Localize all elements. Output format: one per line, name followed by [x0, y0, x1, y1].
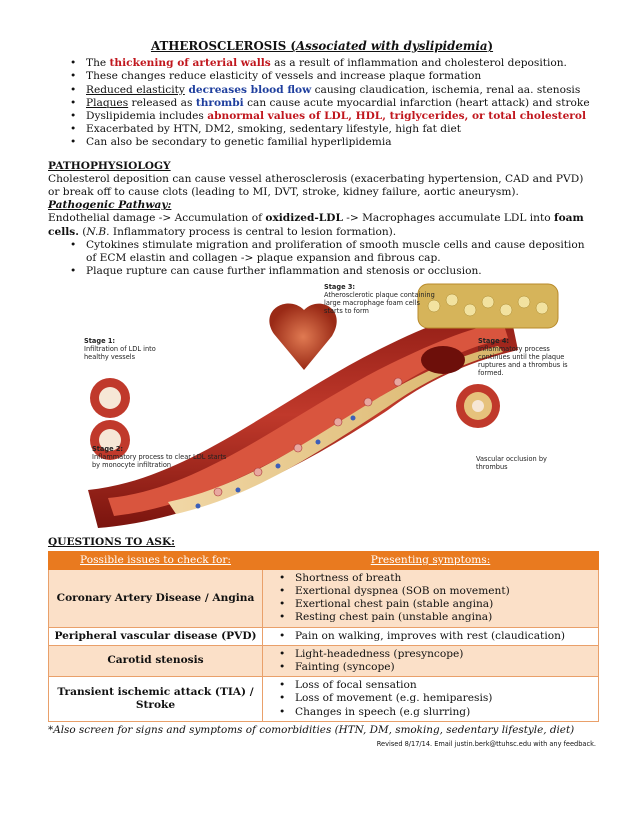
list-item: • Can also be secondary to genetic familial hyperlipidemia: [86, 136, 596, 149]
questions-heading: QUESTIONS TO ASK:: [48, 536, 176, 549]
column-header-symptoms: Presenting symptoms:: [263, 551, 599, 569]
intro-bullets: [48, 57, 596, 149]
table-row: Coronary Artery Disease / Angina • Shortness of breath • Exertional dyspnea (SOB on movement) • Exertional chest pain (stable angina) • Resting chest pain (unstable angina): [49, 569, 599, 627]
list-item: • Resting chest pain (unstable angina): [295, 611, 594, 624]
occlusion-label: Vascular occlusion by thrombus: [476, 455, 547, 472]
list-item: • Plaques released as thrombi can cause acute myocardial infarction (heart attack) and stroke: [86, 97, 596, 110]
symptoms-table: [48, 551, 599, 722]
revision-note: Revised 8/17/14. Email justin.berk@ttuhsc.edu with any feedback.: [376, 740, 596, 749]
list-item: • Fainting (syncope): [295, 661, 594, 674]
stage-3-label: Stage 3: Atherosclerotic plaque containing large macrophage foam cells starts to form: [324, 283, 435, 315]
stage-1-label: Stage 1: Infiltration of LDL into healthy vessels: [84, 337, 156, 362]
pathway-bullets: [48, 239, 596, 279]
page-title: ATHEROSCLEROSIS (Associated with dyslipidemia): [150, 39, 494, 53]
list-item: • Light-headedness (presyncope): [295, 648, 594, 661]
cross-section-stage2: [90, 378, 130, 418]
table-row: Peripheral vascular disease (PVD) • Pain on walking, improves with rest (claudication): [49, 627, 599, 645]
document-page: [48, 40, 596, 751]
table-row: Carotid stenosis • Light-headedness (presyncope) • Fainting (syncope): [49, 645, 599, 676]
list-item: • Cytokines stimulate migration and proliferation of smooth muscle cells and cause deposition of ECM elastin and collagen -> plaque expansion and fibrous cap.: [86, 239, 596, 265]
pathophysiology-heading: PATHOPHYSIOLOGY: [48, 159, 171, 172]
column-header-issues: Possible issues to check for:: [49, 551, 263, 569]
list-item: • Loss of movement (e.g. hemiparesis): [295, 692, 594, 705]
cross-section-stage4: [456, 384, 500, 428]
list-item: • Exertional chest pain (stable angina): [295, 598, 594, 611]
footnote: *Also screen for signs and symptoms of comorbidities (HTN, DM, smoking, sedentary lifestyle, diet): [48, 723, 575, 736]
list-item: • Exertional dyspnea (SOB on movement): [295, 585, 594, 598]
stage-4-label: Stage 4: Inflammatory process continues until the plaque ruptures and a thrombus is formed.: [478, 337, 568, 377]
list-item: • Dyslipidemia includes abnormal values of LDL, HDL, triglycerides, or total cholesterol: [86, 110, 596, 123]
list-item: • Changes in speech (e.g slurring): [295, 706, 594, 719]
list-item: • Loss of focal sensation: [295, 679, 594, 692]
pathway-heading: Pathogenic Pathway:: [48, 199, 172, 212]
table-row: Transient ischemic attack (TIA) / Stroke • Loss of focal sensation • Loss of movement (e.g. hemiparesis) • Changes in speech (e.g slurring): [49, 677, 599, 722]
list-item: • Plaque rupture can cause further inflammation and stenosis or occlusion.: [86, 265, 596, 278]
atherosclerosis-diagram: [48, 280, 596, 530]
list-item: • The thickening of arterial walls as a result of inflammation and cholesterol deposition.: [86, 57, 596, 70]
list-item: • Pain on walking, improves with rest (claudication): [295, 630, 594, 643]
list-item: • Shortness of breath: [295, 572, 594, 585]
thrombus: [421, 346, 465, 374]
list-item: • These changes reduce elasticity of vessels and increase plaque formation: [86, 70, 596, 83]
pathway-text: Endothelial damage -> Accumulation of oxidized-LDL -> Macrophages accumulate LDL into foam cells. (N.B. Inflammatory process is central to lesion formation).: [48, 212, 584, 238]
pathophysiology-text: Cholesterol deposition can cause vessel atherosclerosis (exacerbating hypertension, CAD and PVD) or break off to cause clots (leading to MI, DVT, stroke, kidney failure, aortic aneurysm).: [48, 172, 584, 199]
list-item: • Reduced elasticity decreases blood flow causing claudication, ischemia, renal aa. stenosis: [86, 84, 596, 97]
stage-2-label: Stage 2: Inflammatory process to clear LDL starts by monocyte infiltration: [92, 445, 227, 470]
artery-illustration: [48, 280, 596, 530]
list-item: • Exacerbated by HTN, DM2, smoking, sedentary lifestyle, high fat diet: [86, 123, 596, 136]
